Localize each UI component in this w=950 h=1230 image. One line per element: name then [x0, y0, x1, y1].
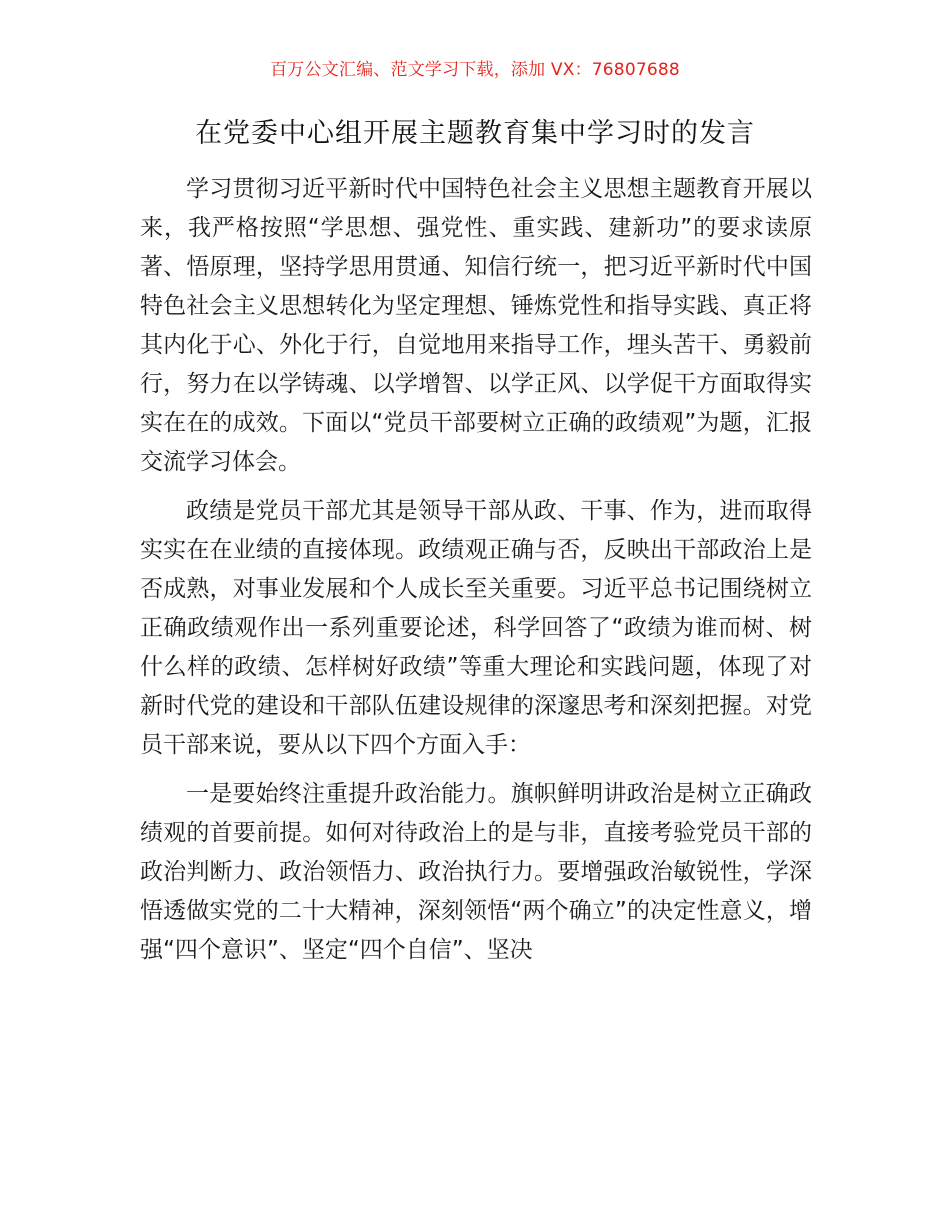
document-body — [140, 170, 812, 980]
paragraph-intro: 学习贯彻习近平新时代中国特色社会主义思想主题教育开展以来，我严格按照“学思想、强党性、重实践、建新功”的要求读原著、悟原理，坚持学思用贯通、知信行统一，把习近平新时代中国特色社会主义思想转化为坚定理想、锤炼党性和指导实践、真正将其内化于心、外化于行，自觉地用来指导工作，埋头苦干、勇毅前行，努力在以学铸魂、以学增智、以学正风、以学促干方面取得实实在在的成效。下面以“党员干部要树立正确的政绩观”为题，汇报交流学习体会。 — [140, 176, 812, 475]
header-banner: 百万公文汇编、范文学习下载，添加 VX：76807688 — [270, 60, 680, 80]
paragraph-achievement: 政绩是党员干部尤其是领导干部从政、干事、作为，进而取得实实在在业绩的直接体现。政绩观正确与否，反映出干部政治上是否成熟，对事业发展和个人成长至关重要。习近平总书记围绕树立正确政绩观作出一系列重要论述，科学回答了“政绩为谁而树、树什么样的政绩、怎样树好政绩”等重大理论和实践问题，体现了对新时代党的建设和干部队伍建设规律的深邃思考和深刻把握。对党员干部来说，要从以下四个方面入手： — [140, 498, 812, 758]
document-title: 在党委中心组开展主题教育集中学习时的发言 — [195, 118, 755, 149]
paragraph-point-one: 一是要始终注重提升政治能力。旗帜鲜明讲政治是树立正确政绩观的首要前提。如何对待政治上的是与非，直接考验党员干部的政治判断力、政治领悟力、政治执行力。要增强政治敏锐性，学深悟透做实党的二十大精神，深刻领悟“两个确立”的决定性意义，增强“四个意识”、坚定“四个自信”、坚决 — [140, 781, 812, 963]
